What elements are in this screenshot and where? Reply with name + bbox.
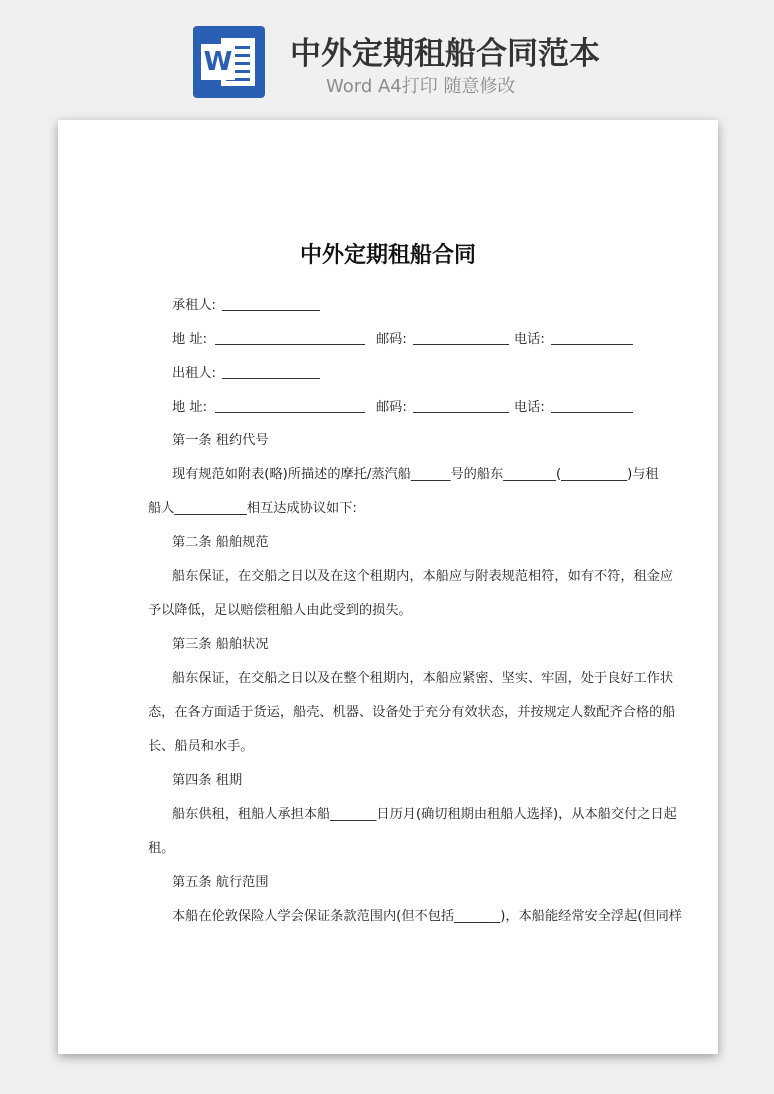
article-5-paragraph-line: 本船在伦敦保险人学会保证条款范围内(但不包括_______)，本船能经常安全浮起(但同样 xyxy=(172,909,682,924)
address-blank xyxy=(215,330,365,345)
article-3-paragraph-line: 船东保证，在交船之日以及在整个租期内，本船应紧密、坚实、牢固，处于良好工作状 xyxy=(172,671,674,686)
article-5-heading: 第五条 航行范围 xyxy=(172,875,269,890)
article-1-paragraph-line: 船人___________相互达成协议如下: xyxy=(148,501,357,516)
lessor-blank xyxy=(222,364,320,379)
phone-label: 电话: xyxy=(514,400,545,415)
article-4-paragraph-line: 船东供租，租船人承担本船_______日历月(确切租期由租船人选择)，从本船交付之日起 xyxy=(172,807,677,822)
postcode-label: 邮码: xyxy=(376,332,407,347)
phone-label: 电话: xyxy=(514,332,545,347)
article-4-paragraph-line: 租。 xyxy=(148,841,175,856)
article-3-heading: 第三条 船舶状况 xyxy=(172,637,269,652)
lessee-field xyxy=(172,296,320,315)
lessee-address-field xyxy=(172,330,365,349)
word-icon xyxy=(193,26,265,98)
word-icon-letter: W xyxy=(201,44,235,80)
document-title: 中外定期租船合同 xyxy=(299,243,476,268)
lessee-postcode-field xyxy=(376,330,509,349)
article-3-paragraph-line: 态，在各方面适于货运，船壳、机器、设备处于充分有效状态，并按规定人数配齐合格的船 xyxy=(148,705,676,720)
lessor-address-field xyxy=(172,398,365,417)
lessor-phone-field xyxy=(514,398,633,417)
article-3-paragraph-line: 长、船员和水手。 xyxy=(148,739,254,754)
postcode-label: 邮码: xyxy=(376,400,407,415)
banner-title: 中外定期租船合同范本 xyxy=(290,36,600,72)
lessee-blank xyxy=(222,296,320,311)
lessor-field xyxy=(172,364,320,383)
article-4-heading: 第四条 租期 xyxy=(172,773,243,788)
address-label: 地 址: xyxy=(172,400,208,415)
lessor-label: 出租人: xyxy=(172,366,217,381)
banner-subtitle: Word A4打印 随意修改 xyxy=(326,76,516,97)
lessee-label: 承租人: xyxy=(172,298,217,313)
document-page xyxy=(58,120,718,1054)
phone-blank xyxy=(551,330,633,345)
lessor-postcode-field xyxy=(376,398,509,417)
postcode-blank xyxy=(413,330,509,345)
lessee-phone-field xyxy=(514,330,633,349)
article-2-paragraph-line: 予以降低，足以赔偿租船人由此受到的损失。 xyxy=(148,603,412,618)
address-blank xyxy=(215,398,365,413)
phone-blank xyxy=(551,398,633,413)
article-2-heading: 第二条 船舶规范 xyxy=(172,535,269,550)
banner xyxy=(0,0,774,110)
article-1-heading: 第一条 租约代号 xyxy=(172,433,269,448)
article-2-paragraph-line: 船东保证，在交船之日以及在这个租期内，本船应与附表规范相符，如有不符，租金应 xyxy=(172,569,674,584)
postcode-blank xyxy=(413,398,509,413)
address-label: 地 址: xyxy=(172,332,208,347)
article-1-paragraph-line: 现有规范如附表(略)所描述的摩托/蒸汽船______号的船东________(__________)与租 xyxy=(172,467,659,482)
